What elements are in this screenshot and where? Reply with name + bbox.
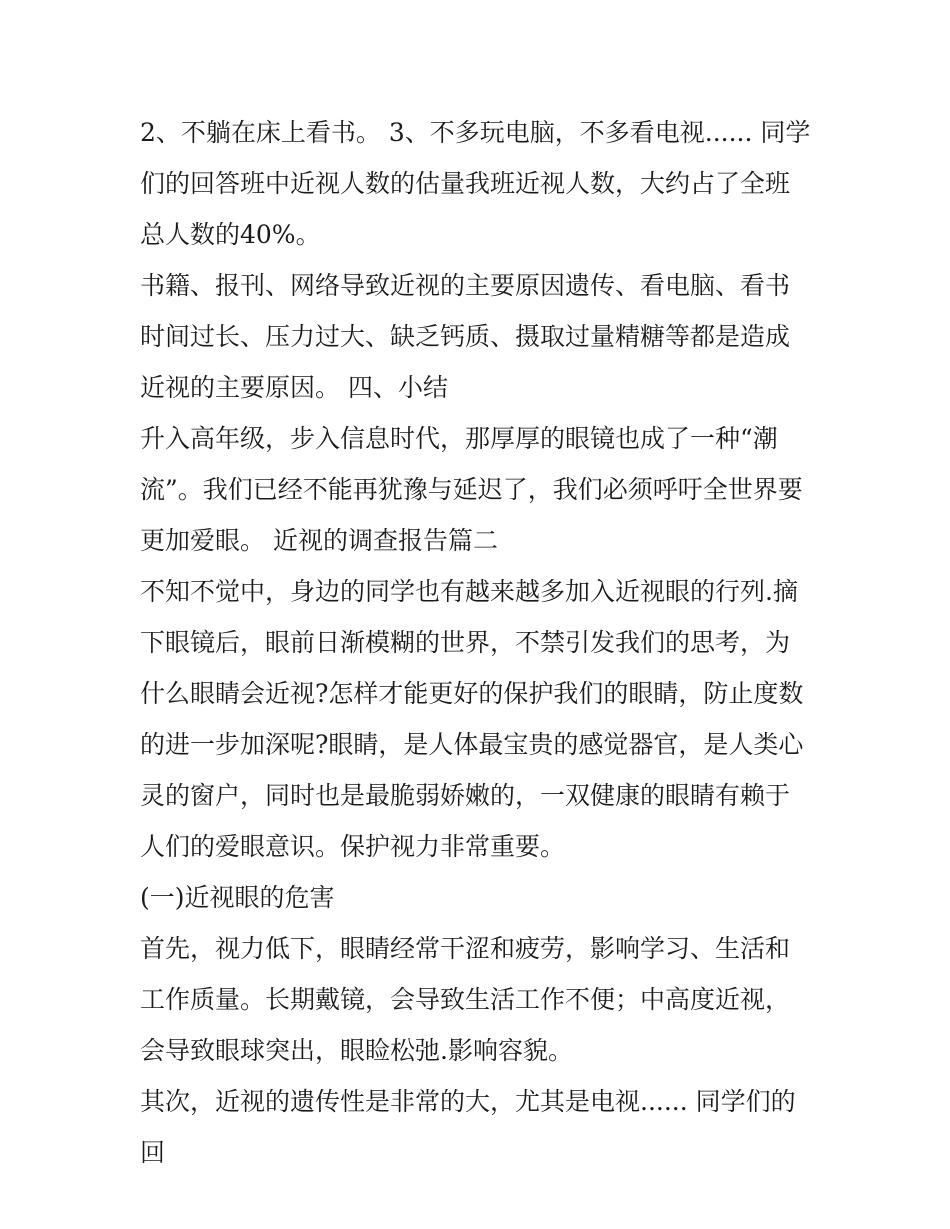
paragraph-intro-part-two: 不知不觉中，身边的同学也有越来越多加入近视眼的行列.摘下眼镜后，眼前日渐模糊的世界，不禁引发我们的思考，为什么眼睛会近视?怎样才能更好的保护我们的眼睛，防止度数的进一步加深呢?眼睛，是人体最宝贵的感觉器官，是人类心灵的窗户，同时也是最脆弱娇嫩的，一双健康的眼睛有赖于人们的爱眼意识。保护视力非常重要。 <box>140 577 804 861</box>
document-body <box>140 107 812 1178</box>
paragraph-summary: 升入高年级，步入信息时代，那厚厚的眼镜也成了一种“潮流”。我们已经不能再犹豫与延迟了，我们必须呼吁全世界要更加爱眼。 近视的调查报告篇二 <box>140 424 803 555</box>
section-heading-harms: (一)近视眼的危害 <box>140 883 335 912</box>
paragraph-habits-and-ratio: 2、不躺在床上看书。 3、不多玩电脑，不多看电视...... 同学们的回答班中近视人数的估量我班近视人数，大约占了全班总人数的40%。 <box>140 118 811 249</box>
paragraph-causes: 书籍、报刊、网络导致近视的主要原因遗传、看电脑、看书时间过长、压力过大、缺乏钙质、摄取过量精糖等都是造成近视的主要原因。 四、小结 <box>140 271 791 402</box>
paragraph-first-harm: 首先，视力低下，眼睛经常干涩和疲劳，影响学习、生活和工作质量。长期戴镜，会导致生活工作不便；中高度近视，会导致眼球突出，眼睑松弛.影响容貌。 <box>140 934 791 1065</box>
paragraph-second-harm: 其次，近视的遗传性是非常的大，尤其是电视...... 同学们的回 <box>140 1087 796 1167</box>
